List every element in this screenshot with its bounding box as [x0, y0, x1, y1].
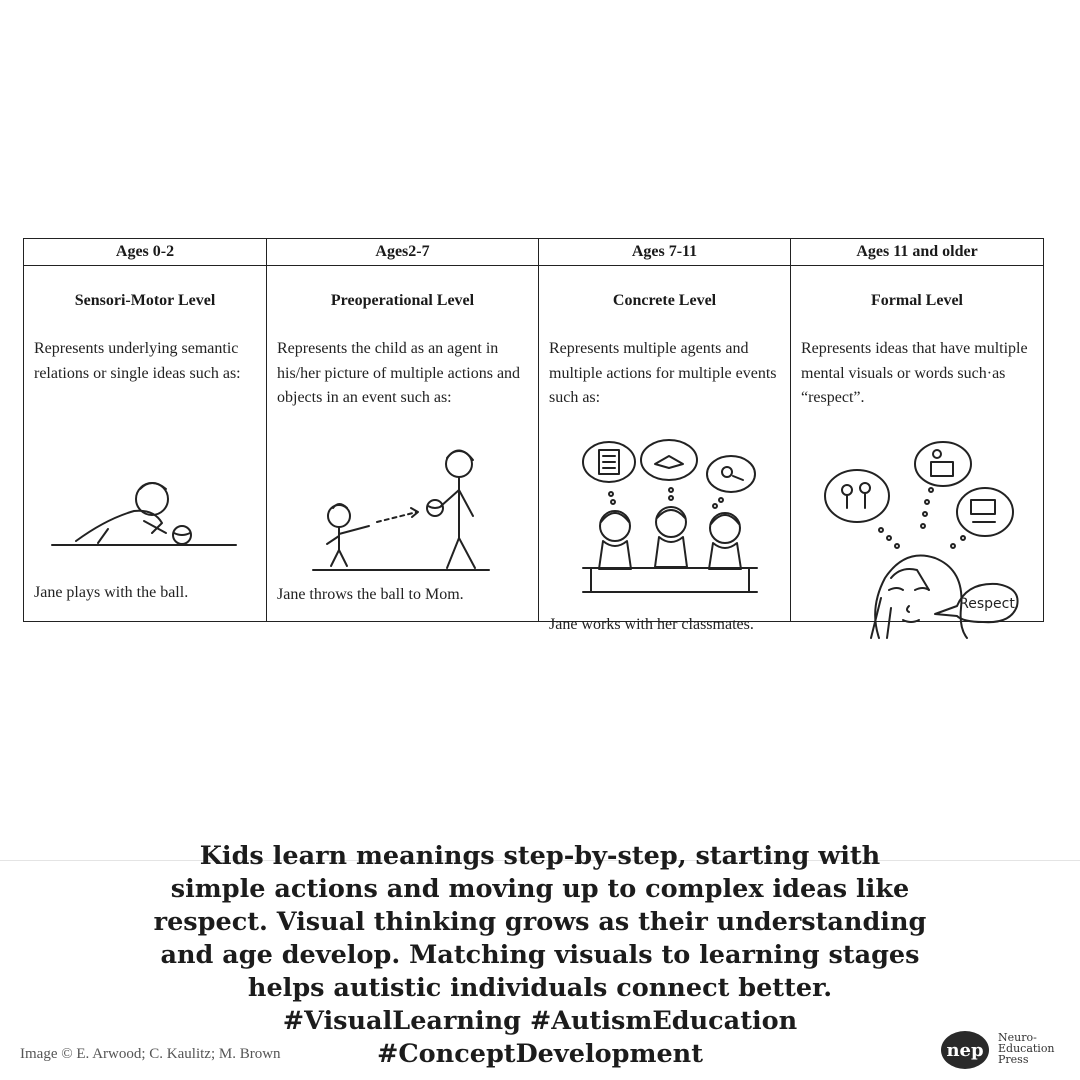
speech-bubble-text: Respect: [959, 596, 1015, 612]
logo-line-1: Neuro-: [998, 1031, 1037, 1044]
age-header-11-older: Ages 11 and older: [791, 239, 1043, 266]
logo-line-3: Press: [998, 1053, 1029, 1066]
stage-cell-sensori-motor: [24, 266, 267, 621]
svg-text:nep: nep: [946, 1040, 984, 1061]
nep-logo: [940, 1028, 1070, 1072]
caption: Kids learn meanings step-by-step, starting with simple actions and moving up to complex ideas like respect. Visual thinking grows as their understanding and age develop. Matching visuals to learning stages helps autistic individuals connect better. #VisualLearning #AutismEducation #ConceptDevelopment: [153, 841, 927, 1069]
level-title: Sensori-Motor Level: [74, 292, 216, 309]
girl-thinking-respect-icon: [819, 438, 1019, 643]
stage-cell-preoperational: [267, 266, 539, 621]
image-credit: Image © E. Arwood; C. Kaulitz; M. Brown: [20, 1046, 281, 1062]
logo-line-2: Education: [998, 1042, 1055, 1055]
children-working-at-table-icon: [575, 436, 765, 601]
child-playing-with-ball-icon: [48, 471, 238, 551]
age-header-2-7: Ages2-7: [267, 239, 539, 266]
level-title: Preoperational Level: [330, 292, 475, 309]
level-description: Represents underlying semantic relations or single ideas such as:: [34, 340, 241, 382]
stage-table: [23, 238, 1044, 633]
level-description: Represents ideas that have multiple mental visuals or words such·as “respect”.: [801, 340, 1028, 406]
level-description: Represents the child as an agent in his/her picture of multiple actions and objects in an event such as:: [277, 340, 521, 406]
child-throwing-ball-to-mom-icon: [307, 446, 497, 576]
example-text: Jane plays with the ball.: [34, 584, 189, 601]
stage-cell-concrete: [539, 266, 791, 633]
level-title: Concrete Level: [612, 292, 717, 309]
age-header-0-2: Ages 0-2: [24, 239, 267, 266]
age-header-7-11: Ages 7-11: [539, 239, 791, 266]
level-title: Formal Level: [871, 292, 963, 309]
logo-wordmark: [998, 1032, 1055, 1065]
nep-logo-icon: [940, 1030, 990, 1070]
example-text: Jane works with her classmates.: [549, 616, 754, 633]
level-description: Represents multiple agents and multiple actions for multiple events such as:: [549, 340, 777, 406]
example-text: Jane throws the ball to Mom.: [277, 586, 464, 603]
stage-cell-formal: [791, 266, 1043, 621]
